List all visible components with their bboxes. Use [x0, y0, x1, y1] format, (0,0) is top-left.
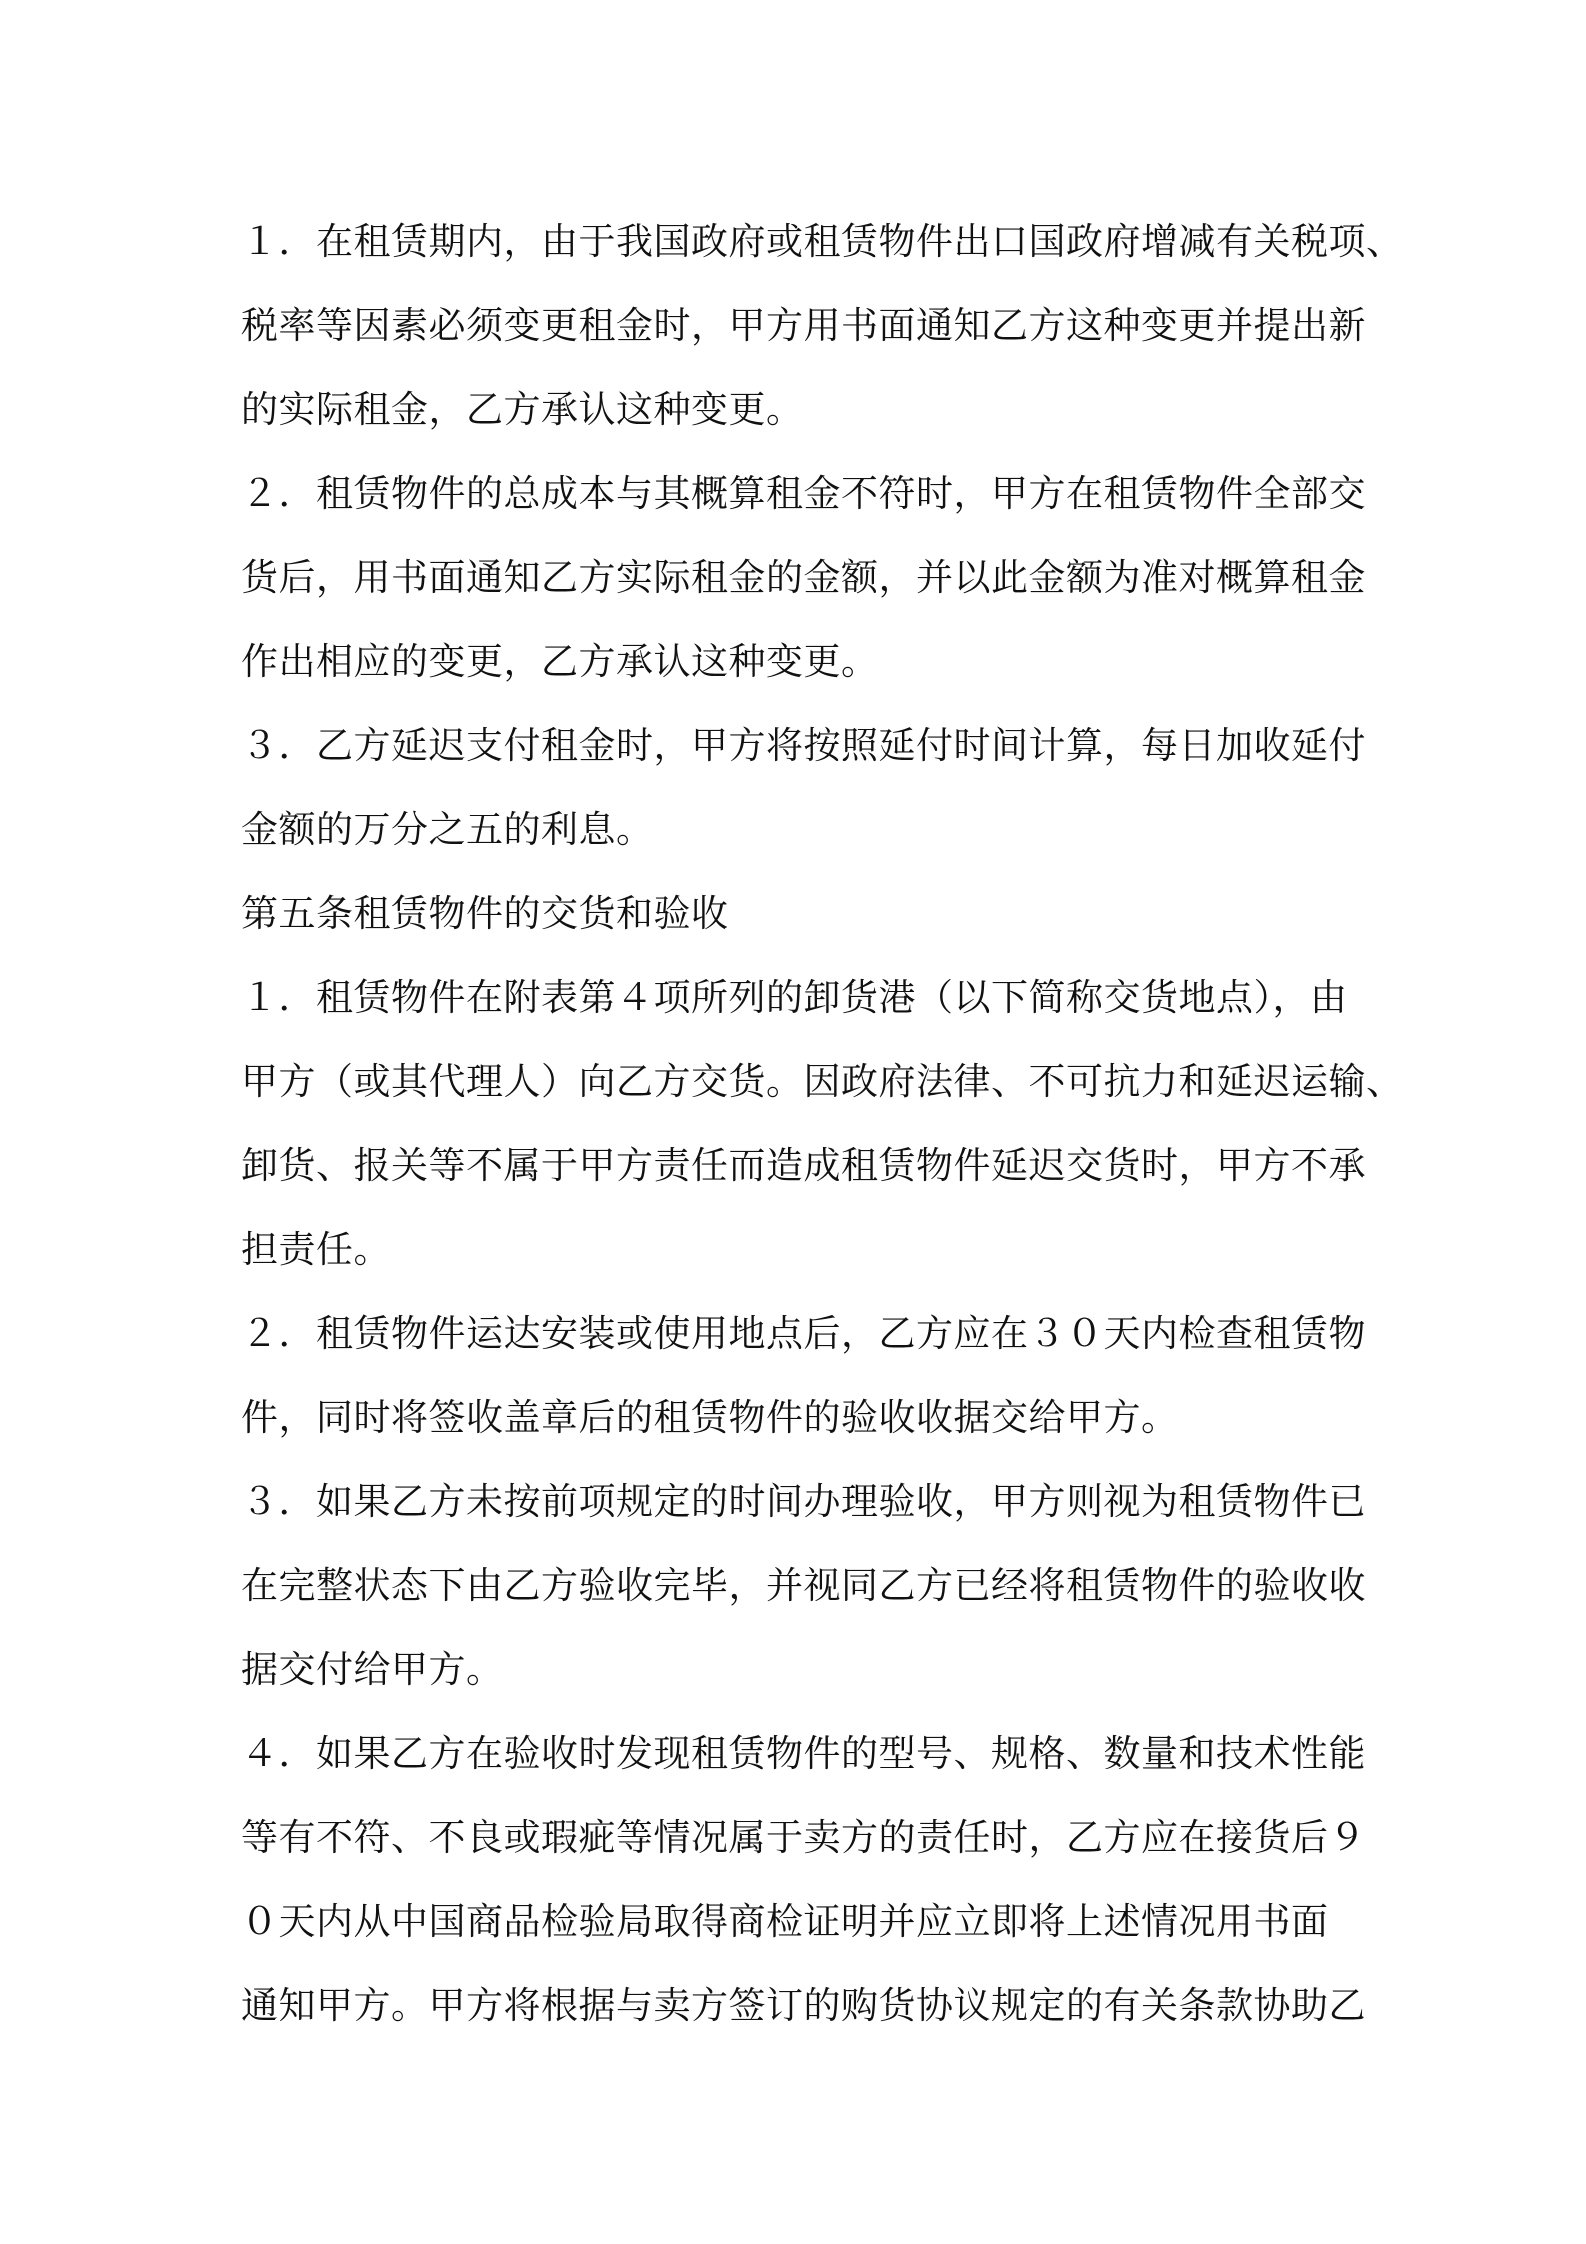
text-line: ３．如果乙方未按前项规定的时间办理验收，甲方则视为租赁物件已 [241, 1480, 1366, 1523]
text-line: 作出相应的变更，乙方承认这种变更。 [241, 640, 879, 683]
text-line: 通知甲方。甲方将根据与卖方签订的购货协议规定的有关条款协助乙 [241, 1984, 1366, 2027]
text-line: 卸货、报关等不属于甲方责任而造成租赁物件延迟交货时，甲方不承 [241, 1144, 1366, 1187]
text-line: １．租赁物件在附表第４项所列的卸货港（以下简称交货地点），由 [241, 976, 1348, 1019]
text-line: １．在租赁期内，由于我国政府或租赁物件出口国政府增减有关税项、 [241, 220, 1404, 263]
text-line: ０天内从中国商品检验局取得商检证明并应立即将上述情况用书面 [241, 1900, 1329, 1943]
text-line: 件，同时将签收盖章后的租赁物件的验收收据交给甲方。 [241, 1396, 1179, 1439]
text-line: 担责任。 [241, 1228, 391, 1271]
text-line: ２．租赁物件的总成本与其概算租金不符时，甲方在租赁物件全部交 [241, 472, 1366, 515]
text-line: 的实际租金，乙方承认这种变更。 [241, 388, 804, 431]
text-line: 甲方（或其代理人）向乙方交货。因政府法律、不可抗力和延迟运输、 [241, 1060, 1404, 1103]
section-heading: 第五条租赁物件的交货和验收 [241, 892, 729, 935]
text-line: 金额的万分之五的利息。 [241, 808, 654, 851]
text-line: ４．如果乙方在验收时发现租赁物件的型号、规格、数量和技术性能 [241, 1732, 1366, 1775]
text-line: ３．乙方延迟支付租金时，甲方将按照延付时间计算，每日加收延付 [241, 724, 1366, 767]
text-line: 货后，用书面通知乙方实际租金的金额，并以此金额为准对概算租金 [241, 556, 1366, 599]
text-line: 据交付给甲方。 [241, 1648, 504, 1691]
text-line: 税率等因素必须变更租金时，甲方用书面通知乙方这种变更并提出新 [241, 304, 1366, 347]
contract-text [241, 200, 1404, 2048]
text-line: ２．租赁物件运达安装或使用地点后，乙方应在３０天内检查租赁物 [241, 1312, 1366, 1355]
text-line: 在完整状态下由乙方验收完毕，并视同乙方已经将租赁物件的验收收 [241, 1564, 1366, 1607]
text-line: 等有不符、不良或瑕疵等情况属于卖方的责任时，乙方应在接货后９ [241, 1816, 1366, 1859]
